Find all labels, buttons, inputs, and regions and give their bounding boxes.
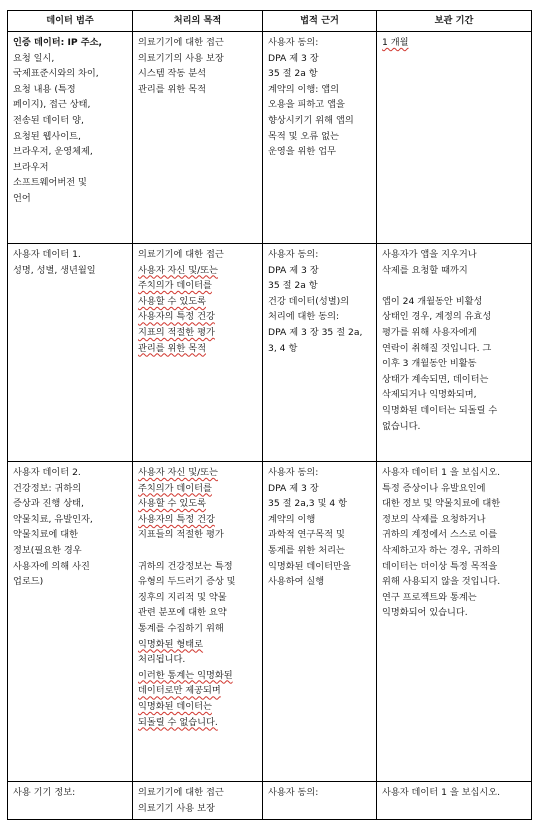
cell-line: 삭제하고자 하는 경우, 귀하의 (382, 544, 501, 556)
cell-line: 브라우저, 운영체제, (13, 146, 93, 158)
cell-line: 사용자 동의: (268, 467, 319, 478)
cell-legal-basis (263, 462, 377, 782)
cell-line: 35 절 2a 항 (268, 280, 318, 292)
table-row (8, 244, 532, 462)
cell-line: 사용하여 실행 (268, 576, 325, 588)
cell-purpose (133, 462, 263, 782)
cell-line: 사용자에 의해 사진 (13, 560, 90, 572)
cell-purpose (133, 244, 263, 462)
cell-line: 처리에 대한 동의: (268, 311, 340, 323)
cell-line: 의료기기 사용 보장 (138, 802, 215, 814)
cell-line: DPA 제 3 장 (268, 52, 319, 64)
cell-line: 소프트웨어버전 및 (13, 177, 87, 189)
cell-line: 통계를 위한 처리는 (268, 544, 345, 556)
cell-line: 정보(필요한 경우 (13, 544, 82, 556)
cell-line: 사용자 데이터 1 을 보십시오. (382, 787, 501, 798)
table-row (8, 462, 532, 782)
cell-line: 사용자 데이터 1 을 보십시오. (382, 467, 501, 478)
cell-category (8, 462, 133, 782)
cell-line: 건강 데이터(성별)의 (268, 295, 350, 307)
cell-line: 데이터는 더이상 특정 목적을 (382, 560, 498, 572)
cell-line: 이후 3 개월동안 비활동 (382, 358, 477, 370)
cell-line: 징후의 지리적 및 약물 (138, 591, 227, 603)
cell-line: 운영을 위한 업무 (268, 146, 336, 158)
cell-line: 관련 분포에 대한 요약 (138, 607, 227, 619)
cell-purpose (133, 32, 263, 244)
cell-line: 인증 데이터: IP 주소, (13, 37, 103, 48)
cell-line: 의료기기의 사용 보장 (138, 52, 224, 64)
cell-line: 건강정보: 귀하의 (13, 482, 82, 494)
cell-line: 연구 프로젝트와 통계는 (382, 591, 477, 603)
cell-line: 삭제되거나 익명화되며, (382, 389, 477, 401)
cell-line: 향상시키기 위해 앱의 (268, 114, 354, 126)
cell-line: 대한 정보 및 약물치료에 대한 (382, 498, 501, 510)
cell-line: 익명화된 데이터는 되돌릴 수 (382, 404, 498, 416)
cell-line: 요청 일시, (13, 52, 55, 64)
cell-line: 익명화된 데이터는 (138, 700, 212, 712)
cell-line: 평가를 위해 사용자에게 (382, 326, 477, 338)
cell-line: 되돌릴 수 없습니다. (138, 716, 218, 728)
cell-line: 주치의가 데이터를 (138, 482, 212, 494)
cell-line: 통계를 수집하기 위해 (138, 622, 224, 634)
cell-line: 사용할 수 있도록 (138, 498, 206, 510)
cell-line: 데이터로만 제공되며 (138, 685, 221, 697)
cell-line: 요청 내용 (특정 (13, 83, 76, 95)
cell-line: DPA 제 3 장 (268, 482, 319, 494)
cell-line: 사용자 자신 및/또는 (138, 264, 218, 276)
cell-line: DPA 제 3 장 35 절 2a, (268, 326, 363, 338)
cell-line: 사용자 동의: (268, 787, 319, 798)
cell-category (8, 782, 133, 820)
cell-line: 과학적 연구목적 및 (268, 529, 345, 541)
cell-line: 사용자의 특정 건강 (138, 311, 215, 323)
cell-line: 특정 증상이나 유발요인에 (382, 482, 486, 494)
cell-line: 약물치료에 대한 (13, 529, 79, 541)
cell-line: 시스템 작동 분석 (138, 68, 206, 80)
cell-retention (377, 32, 532, 244)
cell-line: 요청된 웹사이트, (13, 130, 81, 142)
cell-line: 귀하의 건강정보는 특정 (138, 560, 233, 572)
header-processing-purpose: 처리의 목적 (133, 11, 263, 32)
cell-line: 계약의 이행: 앱의 (268, 83, 340, 95)
cell-gap (138, 543, 258, 559)
cell-line: 의료기기에 대한 접근 (138, 37, 224, 48)
cell-retention (377, 244, 532, 462)
cell-line: 사용자가 앱을 지우거나 (382, 249, 477, 260)
cell-line: 의료기기에 대한 접근 (138, 249, 224, 260)
cell-line: 페이지), 접근 상태, (13, 99, 91, 111)
cell-line: 앱이 24 개월동안 비활성 (382, 295, 483, 307)
data-processing-table (7, 10, 532, 820)
cell-line: 삭제를 요청할 때까지 (382, 264, 468, 276)
cell-line: 3, 4 항 (268, 342, 298, 354)
cell-line: 사용 기기 정보: (13, 787, 76, 798)
table-row (8, 32, 532, 244)
cell-line: 사용자 데이터 2. (13, 467, 81, 478)
header-data-category: 데이터 범주 (8, 11, 133, 32)
cell-line: 사용자 동의: (268, 249, 319, 260)
cell-line: 사용자 자신 및/또는 (138, 467, 218, 478)
cell-line: 지표들의 적절한 평가 (138, 529, 224, 541)
cell-retention (377, 462, 532, 782)
cell-line: 이러한 통계는 익명화된 (138, 669, 233, 681)
cell-line: 관리를 위한 목적 (138, 342, 206, 354)
cell-line: 주치의가 데이터를 (138, 280, 212, 292)
cell-category (8, 32, 133, 244)
cell-line: 상태인 경우, 계정의 유효성 (382, 311, 492, 323)
header-legal-basis: 법적 근거 (263, 11, 377, 32)
cell-line: 익명화된 형태로 (138, 638, 204, 650)
cell-gap (382, 278, 527, 294)
cell-line: 성명, 성별, 생년월일 (13, 264, 96, 276)
cell-line: 브라우저 (13, 161, 49, 173)
table-header-row (8, 11, 532, 32)
cell-line: 오용을 피하고 앱을 (268, 99, 345, 111)
cell-line: 유형의 두드러기 증상 및 (138, 576, 236, 588)
cell-line: 연락이 취해질 것입니다. 그 (382, 342, 492, 354)
cell-line: 약물치료, 유발인자, (13, 513, 93, 525)
cell-line: 1 개월 (382, 37, 409, 48)
cell-line: 상태가 계속되면, 데이터는 (382, 373, 489, 385)
cell-line: 위해 사용되지 않을 것입니다. (382, 576, 501, 588)
cell-line: 계약의 이행 (268, 513, 316, 525)
cell-line: 사용자 데이터 1. (13, 249, 81, 260)
cell-purpose (133, 782, 263, 820)
cell-retention (377, 782, 532, 820)
cell-line: 없습니다. (382, 420, 421, 432)
cell-line: 전송된 데이터 양, (13, 114, 84, 126)
cell-line: 관리를 위한 목적 (138, 83, 206, 95)
cell-line: 처리됩니다. (138, 654, 186, 666)
cell-legal-basis (263, 32, 377, 244)
cell-line: 지표의 적절한 평가 (138, 326, 215, 338)
cell-line: 35 절 2a 항 (268, 68, 318, 80)
cell-line: 목적 및 오류 없는 (268, 130, 339, 142)
cell-line: DPA 제 3 장 (268, 264, 319, 276)
cell-line: 35 절 2a,3 및 4 항 (268, 498, 348, 510)
cell-line: 귀하의 계정에서 스스로 이를 (382, 529, 498, 541)
cell-legal-basis (263, 782, 377, 820)
cell-line: 증상과 진행 상태, (13, 498, 84, 510)
cell-category (8, 244, 133, 462)
cell-line: 업로드) (13, 576, 44, 588)
cell-line: 익명화된 데이터만을 (268, 560, 351, 572)
cell-legal-basis (263, 244, 377, 462)
cell-line: 사용자의 특정 건강 (138, 513, 215, 525)
table-row (8, 782, 532, 820)
cell-line: 국제표준시와의 차이, (13, 68, 99, 80)
cell-line: 익명화되어 있습니다. (382, 607, 468, 619)
header-retention-period: 보관 기간 (377, 11, 532, 32)
cell-line: 사용할 수 있도록 (138, 295, 206, 307)
cell-line: 사용자 동의: (268, 37, 319, 48)
cell-line: 언어 (13, 192, 31, 204)
cell-line: 의료기기에 대한 접근 (138, 787, 224, 798)
cell-line: 정보의 삭제를 요청하거나 (382, 513, 486, 525)
